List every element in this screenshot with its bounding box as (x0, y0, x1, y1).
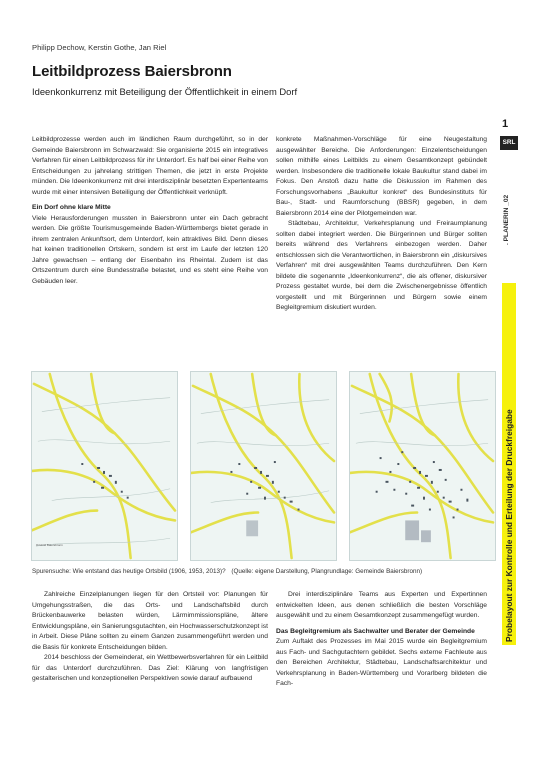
section-label: . PLANERIN _02 (503, 194, 510, 245)
article-title: Leitbildprozess Baiersbronn (32, 63, 232, 80)
page-number: 1 (502, 118, 509, 130)
column-right-top (276, 135, 487, 314)
paragraph: Zahlreiche Einzelplanungen liegen für den Ortsteil vor: Planungen für Umgehungsstraßen, die das Orts- und Landschaftsbild durch Brückenbauwerke belasten würden, Lärmimmissionspläne, ältere Entwicklungspläne, ein Sanierungsgutachten, ein Hochwasserschutzkonzept ist in Arbeit. Diese Pläne sollten zu einem Ganzen zusammengeführt werden und die Basis für konkrete Entscheidungen bilden. (32, 591, 268, 651)
paragraph: Leitbildprozesse werden auch im ländlichen Raum durchgeführt, so in der Gemeinde Baiersbronn im Schwarzwald: Sie organisierte 2015 ein integratives Verfahren für einen Leitbildprozess für ihr Unterdorf. Es half bei einer Reihe von Entscheidungen zu jahrelang strittigen Themen, die jetzt in erste Projekte münden. Die Ideenkonkurrenz mit drei interdisziplinär besetzten Expertenteams wurde mit einer intensiven Beteiligung der Öffentlichkeit verknüpft. (32, 136, 268, 196)
map-1906-drawing (32, 372, 177, 560)
authors: Philipp Dechow, Kerstin Gothe, Jan Riel (32, 43, 167, 52)
paragraph: konkrete Maßnahmen-Vorschläge für eine Neugestaltung ausgewählter Bereiche. Die Anforderungen: Einzelentscheidungen sollen mithilfe eines Leitbilds zu einem Gesamtkonzept gebündelt werden. Insbesondere die traditionelle lokale Baukultur stand dabei im Fokus. Den Anstoß dazu hatte die Diskussion im Rahmen des Forschungsvorhabens „Baukultur konkret“ des Bundesinstituts für Bau-, Stadt- und Raumforschung (BBSR) gegeben, in dem Baiersbronn 2014 eine der Pilotgemeinden war. (276, 136, 487, 217)
paragraph: 2014 beschloss der Gemeinderat, ein Wettbewerbsverfahren für ein Leitbild für das Unterdorf durchzuführen. Das Ziel: Klärung von langfristigen gestalterischen und konzeptionellen Perspektiven sowie darauf aufbauend (32, 654, 268, 682)
map-2013 (349, 371, 496, 561)
section-heading: Das Begleitgremium als Sachwalter und Berater der Gemeinde (276, 627, 475, 635)
paragraph: Zum Auftakt des Prozesses im Mai 2015 wurde ein Begleitgremium aus Fach- und Sachgutachtern gebildet. Sechs externe Fachleute aus den Bereichen Architektur, Städtebau, Landschaftsarchitektur und Verkehrsplanung in Baden-Württemberg und Vorarlberg bildeten die Fach- (276, 638, 487, 687)
map-1906 (31, 371, 178, 561)
column-left-bottom (32, 590, 268, 685)
caption-source: (Quelle: eigene Darstellung, Plangrundlage: Gemeinde Baiersbronn) (231, 568, 423, 575)
column-left-top (32, 135, 268, 287)
paragraph: Viele Herausforderungen mussten in Baiersbronn unter ein Dach gebracht werden. Die größte Tourismusgemeinde Baden-Württembergs bietet gerade in ihrem zentralen Ankunftsort, dem Unterdorf, kein attraktives Bild. Denn dieses hat keinen traditionellen Ortskern, sondern ist erst im Laufe der letzten 120 Jahre gewachsen – entlang der Eisenbahn ins Rheintal. Zudem ist das Ortszentrum durch eine Bundesstraße belastet, und es steht eine Reihe von Gebäuden leer. (32, 214, 268, 285)
journal-badge: SRL (500, 136, 518, 150)
paragraph: Drei interdisziplinäre Teams aus Experten und Expertinnen entwickelten Ideen, aus denen schließlich die besten Vorschläge ausgewählt und zu einem Gesamtkonzept zusammengefügt wurden. (276, 591, 487, 619)
section-heading: Ein Dorf ohne klare Mitte (32, 204, 111, 211)
figure-caption (32, 568, 502, 575)
article-subtitle: Ideenkonkurrenz mit Beteiligung der Öffentlichkeit in einem Dorf (32, 86, 298, 97)
map-figure (31, 371, 496, 561)
map-1953 (190, 371, 337, 561)
proof-note: Probelayout zur Kontrolle und Erteilung der Druckfreigabe (504, 409, 514, 642)
column-right-bottom (276, 590, 487, 690)
map-note: Ortsbild Baiersbronn (35, 543, 63, 548)
caption-text: Spurensuche: Wie entstand das heutige Ortsbild (1906, 1953, 2013)? (32, 568, 226, 575)
paragraph: Städtebau, Architektur, Verkehrsplanung und Freiraumplanung sollten dabei integriert werden. Die Bürgerinnen und Bürger sollten bereits während des Verfahrens einbezogen werden. Daher entschlossen sich die Verantwortlichen, in Baiersbronn ein „diskursives Verfahren“ mit drei ausgewählten Teams durchzuführen. Den Kern bildete die sogenannte „Ideenkonkurrenz“, die als offener, diskursiver Prozess gestaltet wurde, bei dem die Zwischenergebnisse öffentlich vorgestellt und mit Bürgerinnen und Bürgern sowie einem Begleitgremium diskutiert wurden. (276, 220, 487, 311)
map-2013-drawing (350, 372, 495, 560)
map-1953-drawing (191, 372, 336, 560)
